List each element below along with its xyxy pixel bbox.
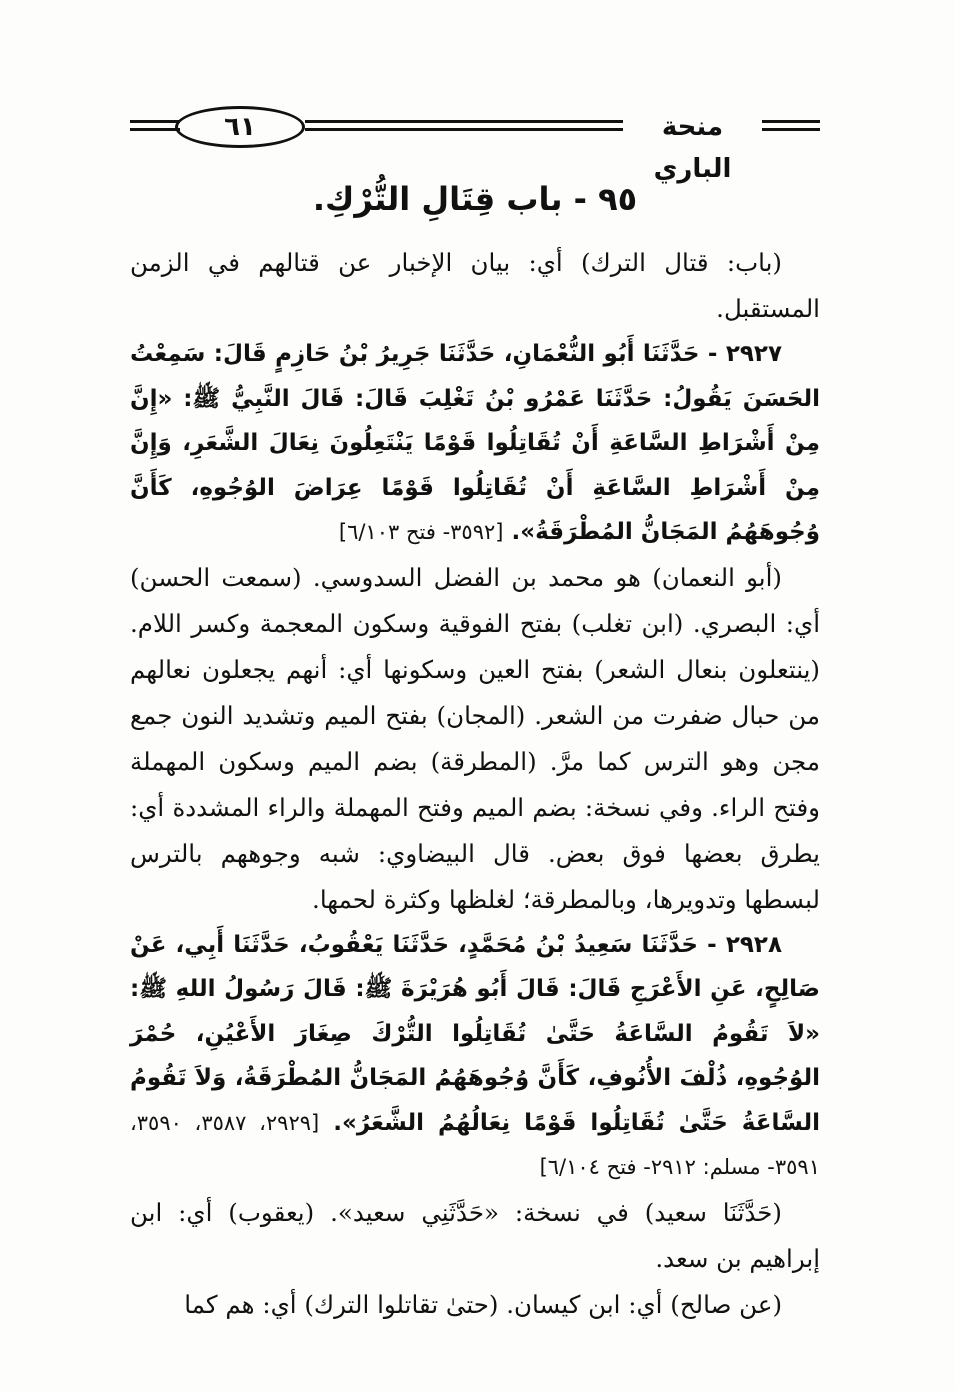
commentary-paragraph: (عن صالح) أي: ابن كيسان. (حتىٰ تقاتلوا الترك) أي: هم كما — [184, 1289, 782, 1319]
header-rule-right-top — [762, 120, 820, 123]
commentary-paragraph: (باب: قتال الترك) أي: بيان الإخبار عن قتالهم في الزمن المستقبل. — [130, 248, 820, 323]
hadith-text-body: ٢٩٢٨ - حَدَّثَنَا سَعِيدُ بْنُ مُحَمَّدٍ، حَدَّثَنَا يَعْقُوبُ، حَدَّثَنَا أَبِي، عَنْ صَالِحٍ، عَنِ الأَعْرَجِ قَالَ: قَالَ أَبُو هُرَيْرَةَ ﷺ: قَالَ رَسُولُ اللهِ ﷺ: «لاَ تَقُومُ السَّاعَةُ حَتَّىٰ تُقَاتِلُوا التُّرْكَ صِغَارَ الأَعْيُنِ، حُمْرَ الوُجُوهِ، ذُلْفَ الأُنُوفِ، كَأَنَّ وُجُوهَهُمُ المَجَانُّ المُطْرَقَةُ، وَلاَ تَقُومُ السَّاعَةُ حَتَّىٰ تُقَاتِلُوا قَوْمًا نِعَالُهُمُ الشَّعَرُ». — [130, 931, 821, 1136]
hadith-text — [130, 923, 820, 1190]
hadith-reference: [٣٥٩٢- فتح ٦/١٠٣] — [338, 520, 504, 544]
book-title: منحة الباري — [653, 112, 732, 184]
header-rule-left-top — [130, 120, 180, 123]
header-rule-right-bottom — [762, 128, 820, 131]
hadith-reference: [٢٩٢٩، ٣٥٨٧، ٣٥٩٠، ٣٥٩١- مسلم: ٢٩١٢- فتح ٦/١٠٤] — [130, 1110, 820, 1179]
hadith-text — [130, 332, 820, 555]
header-rule-left-bottom — [130, 128, 180, 131]
header-rule-middle-bottom — [305, 128, 623, 131]
chapter-heading: ٩٥ - باب قِتَالِ التُّرْكِ. — [312, 180, 638, 218]
page-number-text: ٦١ — [224, 112, 256, 142]
page-body — [130, 240, 820, 1328]
page-number — [175, 106, 305, 148]
header-rule-middle-top — [305, 120, 623, 123]
commentary-paragraph: (حَدَّثَنَا سعيد) في نسخة: «حَدَّثَنِي سعيد». (يعقوب) أي: ابن إبراهيم بن سعد. — [130, 1197, 820, 1273]
hadith-text-body: ٢٩٢٧ - حَدَّثَنَا أَبُو النُّعْمَانِ، حَدَّثَنَا جَرِيرُ بْنُ حَازِمٍ قَالَ: سَمِعْتُ الحَسَنَ يَقُولُ: حَدَّثَنَا عَمْرُو بْنُ تَغْلِبَ قَالَ: قَالَ النَّبِيُّ ﷺ: «إِنَّ مِنْ أَشْرَاطِ السَّاعَةِ أَنْ تُقَاتِلُوا قَوْمًا يَنْتَعِلُونَ نِعَالَ الشَّعَرِ، وَإِنَّ مِنْ أَشْرَاطِ السَّاعَةِ أَنْ تُقَاتِلُوا قَوْمًا عِرَاضَ الوُجُوهِ، كَأَنَّ وُجُوهَهُمُ المَجَانُّ المُطْرَقَةُ». — [130, 341, 820, 545]
commentary-paragraph: (أبو النعمان) هو محمد بن الفضل السدوسي. (سمعت الحسن) أي: البصري. (ابن تغلب) بفتح الفوقية وسكون المعجمة وكسر اللام. (ينتعلون بنعال الشعر) بفتح العين وسكونها أي: أنهم يجعلون نعالهم من حبال ضفرت من الشعر. (المجان) بفتح الميم وتشديد النون جمع مجن وهو الترس كما مرَّ. (المطرقة) بضم الميم وسكون المهملة وفتح الراء. وفي نسخة: بضم الميم وفتح المهملة والراء المشددة أي: يطرق بعضها فوق بعض. قال البيضاوي: شبه وجوههم بالترس لبسطها وتدويرها، وبالمطرقة؛ لغلظها وكثرة لحمها. — [130, 562, 820, 914]
page-header — [130, 100, 820, 184]
